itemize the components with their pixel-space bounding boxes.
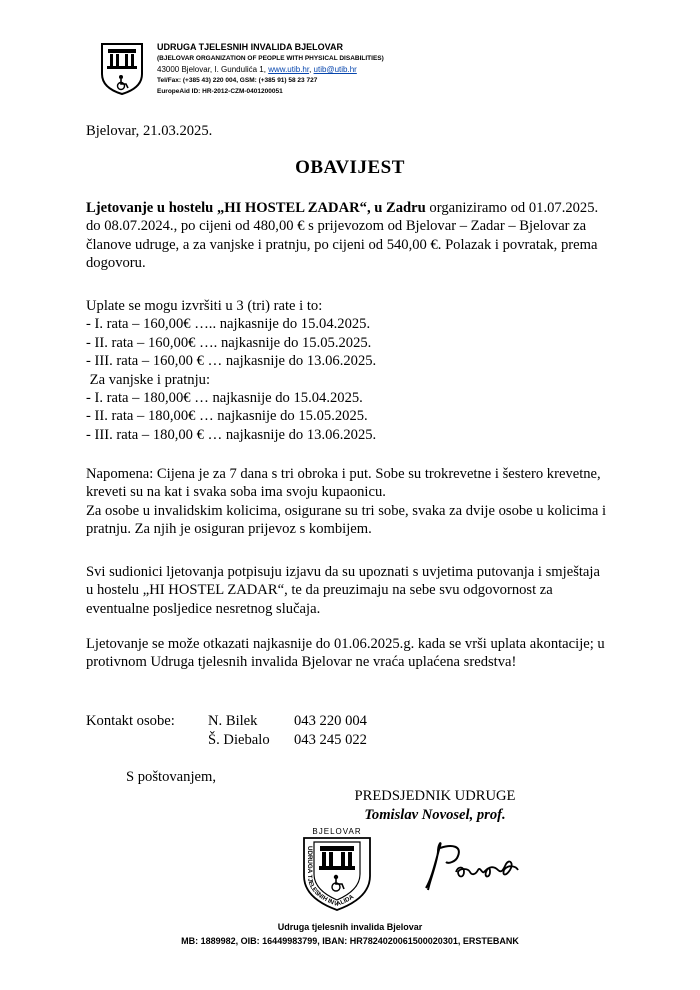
org-phone: Tel/Fax: (+385 43) 220 004, GSM: (+385 91) 58 23 727 [157, 77, 318, 84]
closing-greeting: S poštovanjem, [126, 769, 216, 785]
email-link[interactable]: utib@utib.hr [313, 65, 357, 74]
note-section [86, 465, 606, 539]
address-text: 43000 Bjelovar, I. Gundulića 1, [157, 65, 269, 74]
intro-paragraph [86, 199, 606, 273]
note-paragraph: Napomena: Cijena je za 7 dana s tri obroka i put. Sobe su trokrevetne i šestero krevetne, kreveti su na kat i svaka soba ima svoju kupaonicu. [86, 466, 601, 501]
org-name: UDRUGA TJELESNIH INVALIDA BJELOVAR [157, 42, 344, 52]
stamp-top-text: BJELOVAR [312, 827, 362, 836]
date-line: Bjelovar, 21.03.2025. [86, 123, 213, 139]
intro-bold: Ljetovanje u hostelu „HI HOSTEL ZADAR“, u Zadru [86, 200, 426, 216]
signature-block [340, 787, 530, 825]
handwritten-signature [418, 838, 522, 896]
contact-person [208, 731, 408, 750]
external-label: Za vanjske i pratnju: [86, 371, 211, 388]
org-address [157, 64, 384, 75]
contact-phone: 043 245 022 [294, 732, 367, 748]
website-link[interactable]: www.utib.hr [268, 65, 310, 74]
contact-phone: 043 220 004 [294, 713, 367, 729]
member-rate: - II. rata – 160,00€ …. najkasnije do 15.05.2025. [86, 334, 372, 351]
footer-ids: MB: 1889982, OIB: 16449983799, IBAN: HR7824020061500020301, ERSTEBANK [181, 936, 519, 946]
contact-name: Š. Diebalo [208, 732, 270, 748]
footer-org: Udruga tjelesnih invalida Bjelovar [277, 922, 423, 932]
org-name-english: (BJELOVAR ORGANIZATION OF PEOPLE WITH PHYSICAL DISABILITIES) [157, 55, 384, 62]
cancellation-paragraph: Ljetovanje se može otkazati najkasnije do 01.06.2025.g. kada se vrši uplata akontacije; u protivnom Udruga tjelesnih invalida Bjelovar ne vraća uplaćena sredstva! [86, 636, 605, 671]
stamp-ring-text: UDRUGA TJELESNIH INVALIDA [305, 846, 356, 908]
president-title: PREDSJEDNIK UDRUGE [354, 788, 516, 804]
contact-name: N. Bilek [208, 713, 258, 729]
note-paragraph: Za osobe u invalidskim kolicima, osigurane su tri sobe, svaka za dvije osobe u kolicima i pratnju. Za njih je osiguran prijevoz s kombijem. [86, 502, 606, 538]
president-name: Tomislav Novosel, prof. [364, 807, 506, 823]
external-rate: - III. rata – 180,00 € … najkasnije do 13.06.2025. [86, 426, 377, 443]
member-rate: - I. rata – 160,00€ ….. najkasnije do 15.04.2025. [86, 316, 371, 333]
page-footer [0, 920, 700, 948]
europeaid-id: EuropeAid ID: HR-2012-CZM-0401200051 [157, 88, 283, 95]
intro-rest: organiziramo od 01.07.2025. do 08.07.2024., po cijeni od 480,00 € s prijevozom od Bjelovar – Zadar – Bjelovar za članove udruge, a za vanjske i pratnju, po cijeni od 540,00 €. Polazak i povratak, prema dogovoru. [86, 200, 599, 272]
external-rate: - II. rata – 180,00€ … najkasnije do 15.05.2025. [86, 408, 368, 425]
contact-person [208, 712, 408, 731]
letterhead [157, 42, 384, 97]
payment-schedule [86, 297, 606, 444]
payment-intro: Uplate se mogu izvršiti u 3 (tri) rate i to: [86, 298, 323, 314]
address-separator: , [309, 65, 314, 74]
participants-paragraph: Svi sudionici ljetovanja potpisuju izjavu da su upoznati s uvjetima putovanja i smještaja u hostelu „HI HOSTEL ZADAR“, te da preuzimaju na sebe svu odgovornost za eventualne posljedice nesretnog slučaja. [86, 564, 600, 617]
association-stamp [296, 826, 378, 912]
member-rate: - III. rata – 160,00 € … najkasnije do 13.06.2025. [86, 353, 377, 370]
contact-label: Kontakt osobe: [86, 713, 175, 729]
external-rate: - I. rata – 180,00€ … najkasnije do 15.04.2025. [86, 390, 363, 407]
organization-logo [96, 40, 148, 96]
page-title: OBAVIJEST [295, 157, 405, 178]
